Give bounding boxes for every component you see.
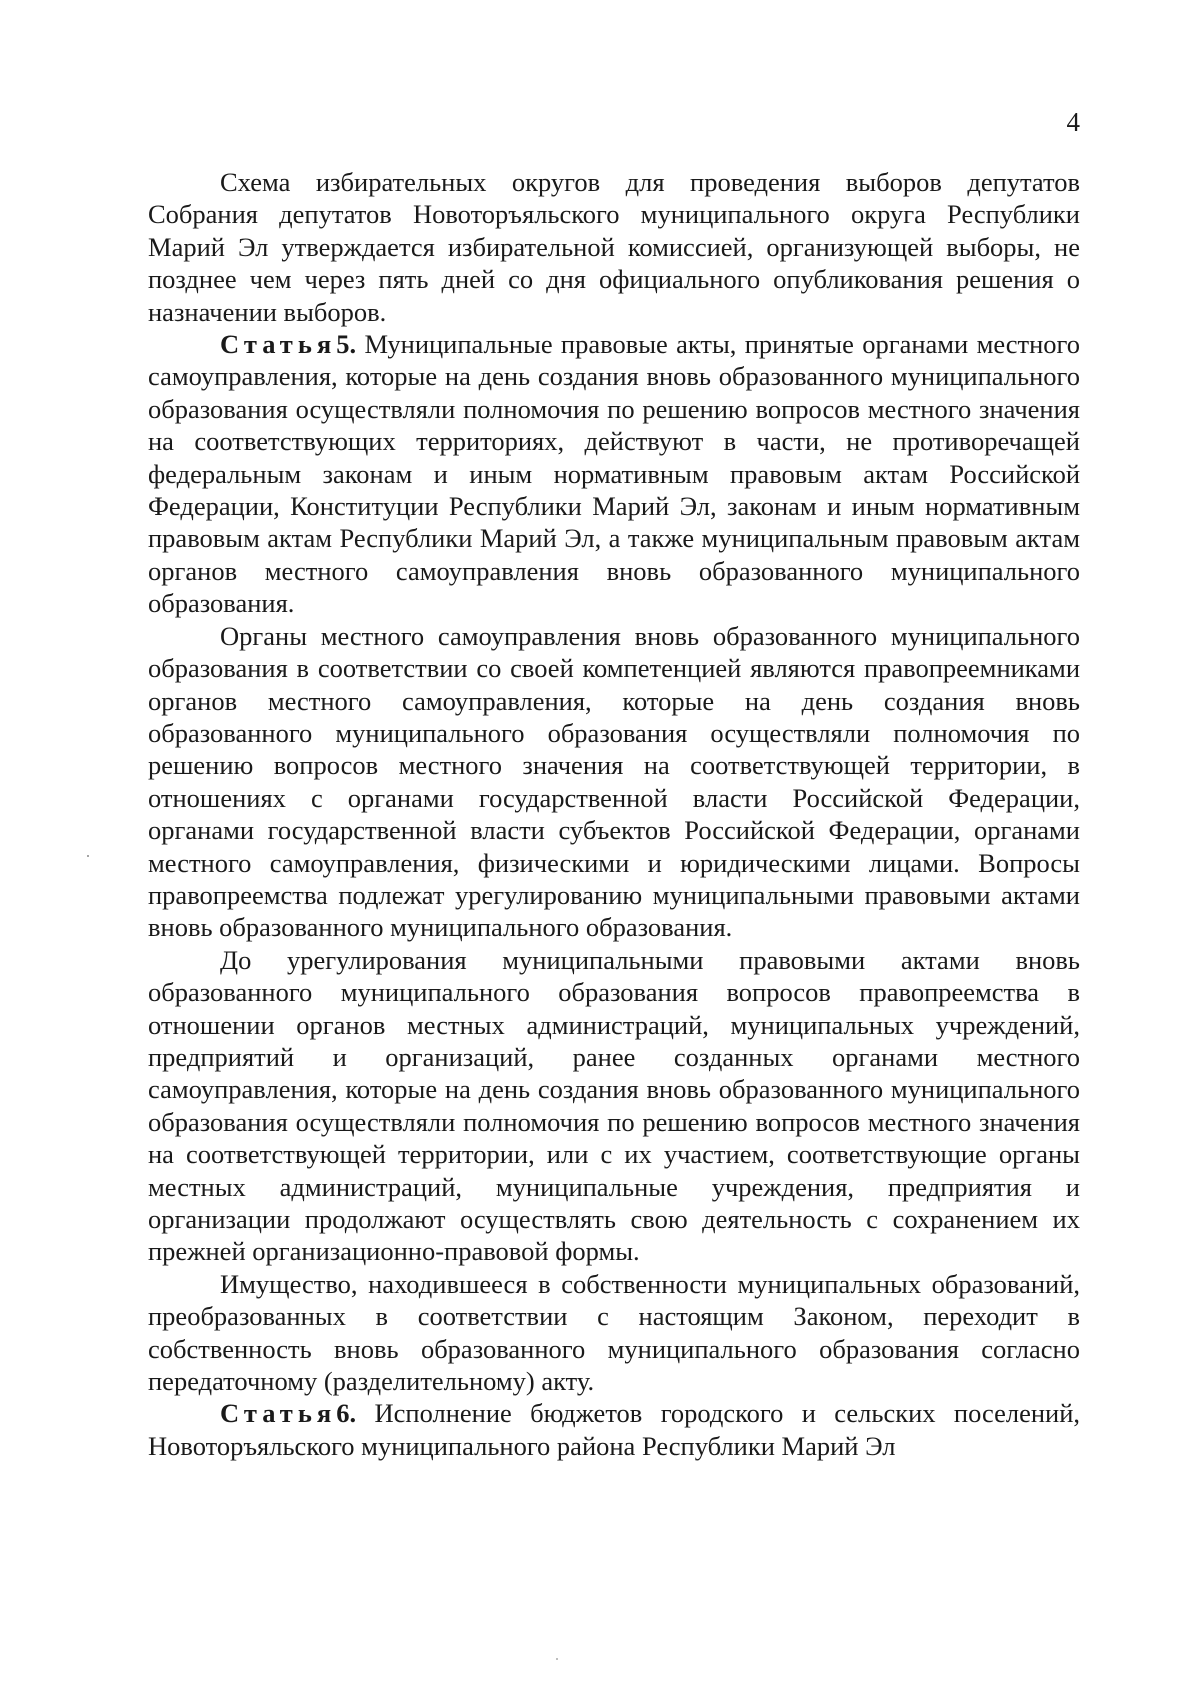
scan-speck bbox=[556, 1658, 558, 1660]
page-number: 4 bbox=[1066, 107, 1080, 137]
paragraph-administrations: До урегулирования муниципальными правовыми актами вновь образованного муниципального образования вопросов правопреемства в отношении органов местных администраций, муниципальных учреждений, предприятий и организаций, ранее созданных органами местного самоуправления, которые на день создания вновь образованного муниципального образования осуществляли полномочия по решению вопросов местного значения на соответствующей территории, или с их участием, соответствующие органы местных администраций, муниципальные учреждения, предприятия и организации продолжают осуществлять свою деятельность с сохранением их прежней организационно-правовой формы. bbox=[148, 944, 1080, 1267]
paragraph-property: Имущество, находившееся в собственности муниципальных образований, преобразованных в соответствии с настоящим Законом, переходит в собственность вновь образованного муниципального образования согласно передаточному (разделительному) акту. bbox=[148, 1268, 1080, 1397]
article-5-number: 5. bbox=[336, 329, 357, 360]
paragraph-article-6 bbox=[148, 1397, 1080, 1462]
paragraph-article-5 bbox=[148, 328, 1080, 620]
document-body bbox=[148, 166, 1080, 1462]
article-6-number: 6. bbox=[336, 1398, 357, 1429]
paragraph-electoral-districts: Схема избирательных округов для проведения выборов депутатов Собрания депутатов Новоторъяльского муниципального округа Республики Марий Эл утверждается избирательной комиссией, организующей выборы, не позднее чем через пять дней со дня официального опубликования решения о назначении выборов. bbox=[148, 167, 1080, 327]
article-5-label: Статья bbox=[220, 329, 337, 360]
article-6-label: Статья bbox=[220, 1398, 337, 1429]
paragraph-succession: Органы местного самоуправления вновь образованного муниципального образования в соответствии со своей компетенцией являются правопреемниками органов местного самоуправления, которые на день создания вновь образованного муниципального образования осуществляли полномочия по решению вопросов местного значения на соответствующей территории, в отношениях с органами государственной власти Российской Федерации, органами государственной власти субъектов Российской Федерации, органами местного самоуправления, физическими и юридическими лицами. Вопросы правопреемства подлежат урегулированию муниципальными правовыми актами вновь образованного муниципального образования. bbox=[148, 620, 1080, 943]
article-5-text: Муниципальные правовые акты, принятые органами местного самоуправления, которые на день создания вновь образованного муниципального образования осуществляли полномочия по решению вопросов местного значения на соответствующих территориях, действуют в части, не противоречащей федеральным законам и иным нормативным правовым актам Российской Федерации, Конституции Республики Марий Эл, законам и иным нормативным правовым актам Республики Марий Эл, а также муниципальным правовым актам органов местного самоуправления вновь образованного муниципального образования. bbox=[148, 329, 1080, 619]
article-6-text: Исполнение бюджетов городского и сельских поселений, Новоторъяльского муниципального района Республики Марий Эл bbox=[148, 1398, 1080, 1461]
scan-speck bbox=[87, 855, 89, 857]
